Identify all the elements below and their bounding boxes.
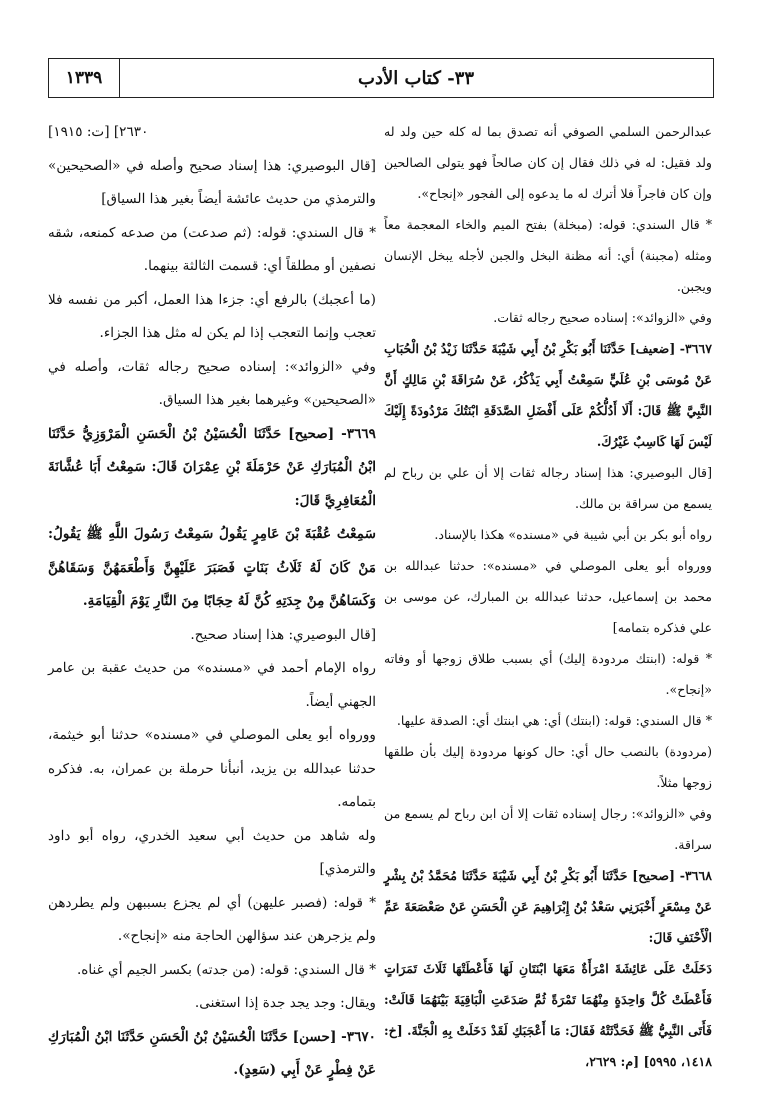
reference-continuation: ٢٦٣٠] [ت: ١٩١٥] bbox=[48, 124, 149, 140]
page-number: ١٣٣٩ bbox=[49, 59, 120, 97]
hadith-3669-text: سَمِعْتُ عُقْبَةَ بْنَ عَامِرٍ يَقُولُ سَمِعْتُ رَسُولَ اللَّهِ ﷺ يَقُولُ: مَنْ كَانَ لَهُ ثَلَاثُ بَنَاتٍ فَصَبَرَ عَلَيْهِنَّ وَأَطْعَمَهُنَّ وَسَقَاهُنَّ وَكَسَاهُنَّ مِنْ جِدَتِهِ كُنَّ لَهُ حِجَابًا مِنَ النَّارِ يَوْمَ الْقِيَامَةِ. bbox=[48, 526, 376, 609]
paragraph: وفي «الزوائد»: رجال إسناده ثقات إلا أن ابن رباح لم يسمع من سراقة. bbox=[384, 806, 712, 852]
paragraph: وورواه أبو يعلى الموصلي في «مسنده» حدثنا أبو خيثمة، حدثنا عبدالله بن يزيد، أنبأنا حرملة بن عمران، به. فذكره بتمامه. bbox=[48, 727, 376, 810]
paragraph: وفي «الزوائد»: إسناده صحيح رجاله ثقات. bbox=[493, 310, 712, 325]
paragraph: وله شاهد من حديث أبي سعيد الخدري، رواه أبو داود والترمذي] bbox=[48, 827, 376, 877]
chapter-title: ٣٣- كتاب الأدب bbox=[358, 67, 475, 89]
hadith-3668-text: دَخَلَتْ عَلَى عَائِشَةَ امْرَأَةٌ مَعَهَا ابْنَتَانِ لَهَا فَأَعْطَتْهَا ثَلَاثَ تَمَرَاتٍ فَأَعْطَتْ كُلَّ وَاحِدَةٍ مِنْهُمَا تَمْرَةً ثُمَّ صَدَعَتِ الْبَاقِيَةَ بَيْنَهُمَا قَالَتْ: فَأَتَى النَّبِيُّ ﷺ فَحَدَّثَتْهُ فَقَالَ: مَا أَعْجَبَكِ لَقَدْ دَخَلَتْ بِهِ الْجَنَّةَ. [خ: ١٤١٨، ٥٩٩٥] [م: ٢٦٢٩، bbox=[384, 961, 712, 1069]
paragraph: (ما أعجبك) بالرفع أي: جزءا هذا العمل، أكبر من نفسه فلا تعجب وإنما التعجب إذا لم يكن له مثل هذا الجزاء. bbox=[48, 291, 376, 341]
paragraph: عبدالرحمن السلمي الصوفي أنه تصدق بما له كله حين ولد له ولد فقيل: له في ذلك فقال إن كان صالحاً فهو يتولى الصالحين وإن كان فاجراً فلا أترك له ما يدعوه إلى الفجور «إنجاح». bbox=[384, 124, 712, 201]
paragraph: * قال السندي: قوله: (ثم صدعت) من صدعه كمنعه، شقه نصفين أو مطلقاً أي: قسمت الثالثة بينهما. bbox=[48, 224, 376, 274]
hadith-3668: ٣٦٦٨- [صحيح] حَدَّثَنَا أَبُو بَكْرِ بْنُ أَبِي شَيْبَةَ حَدَّثَنَا مُحَمَّدُ بْنُ بِشْرٍ عَنْ مِسْعَرٍ أَخْبَرَنِي سَعْدُ بْنُ إِبْرَاهِيمَ عَنِ الْحَسَنِ عَنْ صَعْصَعَةَ عَمِّ الْأَحْنَفِ قَالَ: bbox=[384, 868, 712, 945]
paragraph: رواه الإمام أحمد في «مسنده» من حديث عقبة بن عامر الجهني أيضاً. bbox=[48, 660, 376, 710]
paragraph: [قال البوصيري: هذا إسناد صحيح وأصله في «الصحيحين» والترمذي من حديث عائشة أيضاً بغير هذا السياق] bbox=[48, 157, 376, 207]
paragraph: وورواه أبو يعلى الموصلي في «مسنده»: حدثنا عبدالله بن محمد بن إسماعيل، حدثنا عبدالله بن المبارك، عن موسى بن علي فذكره بتمامه] bbox=[384, 558, 712, 635]
paragraph: * قال السندي: قوله: (مبخلة) بفتح الميم والخاء المعجمة معاً ومثله (مجبنة) أي: أنه مظنة البخل والجبن لأجله يبخل الإنسان ويجبن. bbox=[384, 217, 712, 294]
page-header bbox=[48, 58, 714, 98]
left-column bbox=[48, 116, 376, 1088]
right-column bbox=[384, 116, 712, 1077]
paragraph: رواه أبو بكر بن أبي شيبة في «مسنده» هكذا بالإسناد. bbox=[434, 527, 712, 542]
paragraph: [قال البوصيري: هذا إسناد رجاله ثقات إلا أن علي بن رباح لم يسمع من سراقة بن مالك. bbox=[384, 465, 712, 511]
paragraph: * قوله: (ابنتك مردودة إليك) أي بسبب طلاق زوجها أو وفاته «إنجاح». bbox=[384, 651, 712, 697]
paragraph: ويقال: وجد يجد جدة إذا استغنى. bbox=[194, 995, 376, 1011]
paragraph: وفي «الزوائد»: إسناده صحيح رجاله ثقات، وأصله في «الصحيحين» وغيرهما بغير هذا السياق. bbox=[48, 358, 376, 408]
paragraph: * قال السندي: قوله: (ابنتك) أي: هي ابنتك أي: الصدقة عليها. bbox=[396, 713, 712, 728]
paragraph: * قوله: (فصبر عليهن) أي لم يجزع بسببهن ولم يطردهن ولم يزجرهن عند سؤالهن الحاجة منه «إنجاح». bbox=[48, 894, 376, 944]
hadith-3670: ٣٦٧٠- [حسن] حَدَّثَنَا الْحُسَيْنُ بْنُ الْحَسَنِ حَدَّثَنَا ابْنُ الْمُبَارَكِ عَنْ فِطْرٍ عَنْ أَبِي (سَعِدٍ). bbox=[48, 1028, 376, 1078]
paragraph: (مردودة) بالنصب حال أي: حال كونها مردودة إليك بأن طلقها زوجها مثلاً. bbox=[384, 744, 712, 790]
paragraph: [قال البوصيري: هذا إسناد صحيح. bbox=[190, 626, 376, 643]
hadith-3667: ٣٦٦٧- [ضعيف] حَدَّثَنَا أَبُو بَكْرِ بْنُ أَبِي شَيْبَةَ حَدَّثَنَا زَيْدُ بْنُ الْحُبَابِ عَنْ مُوسَى بْنِ عُلَيٍّ سَمِعْتُ أَبِي يَذْكُرُ، عَنْ سُرَاقَةَ بْنِ مَالِكٍ أَنَّ النَّبِيَّ ﷺ قَالَ: أَلَا أَدُلُّكُمْ عَلَى أَفْضَلِ الصَّدَقَةِ ابْنَتُكَ مَرْدُودَةً إِلَيْكَ لَيْسَ لَهَا كَاسِبٌ غَيْرُكَ. bbox=[384, 341, 712, 449]
paragraph: * قال السندي: قوله: (من جدته) بكسر الجيم أي غناه. bbox=[76, 961, 376, 978]
hadith-3669: ٣٦٦٩- [صحيح] حَدَّثَنَا الْحُسَيْنُ بْنُ الْحَسَنِ الْمَرْوَزِيُّ حَدَّثَنَا ابْنُ الْمُبَارَكِ عَنْ حَرْمَلَةَ بْنِ عِمْرَانَ قَالَ: سَمِعْتُ أَبَا عُشَّانَةَ الْمُعَافِرِيَّ قَالَ: bbox=[48, 425, 376, 509]
